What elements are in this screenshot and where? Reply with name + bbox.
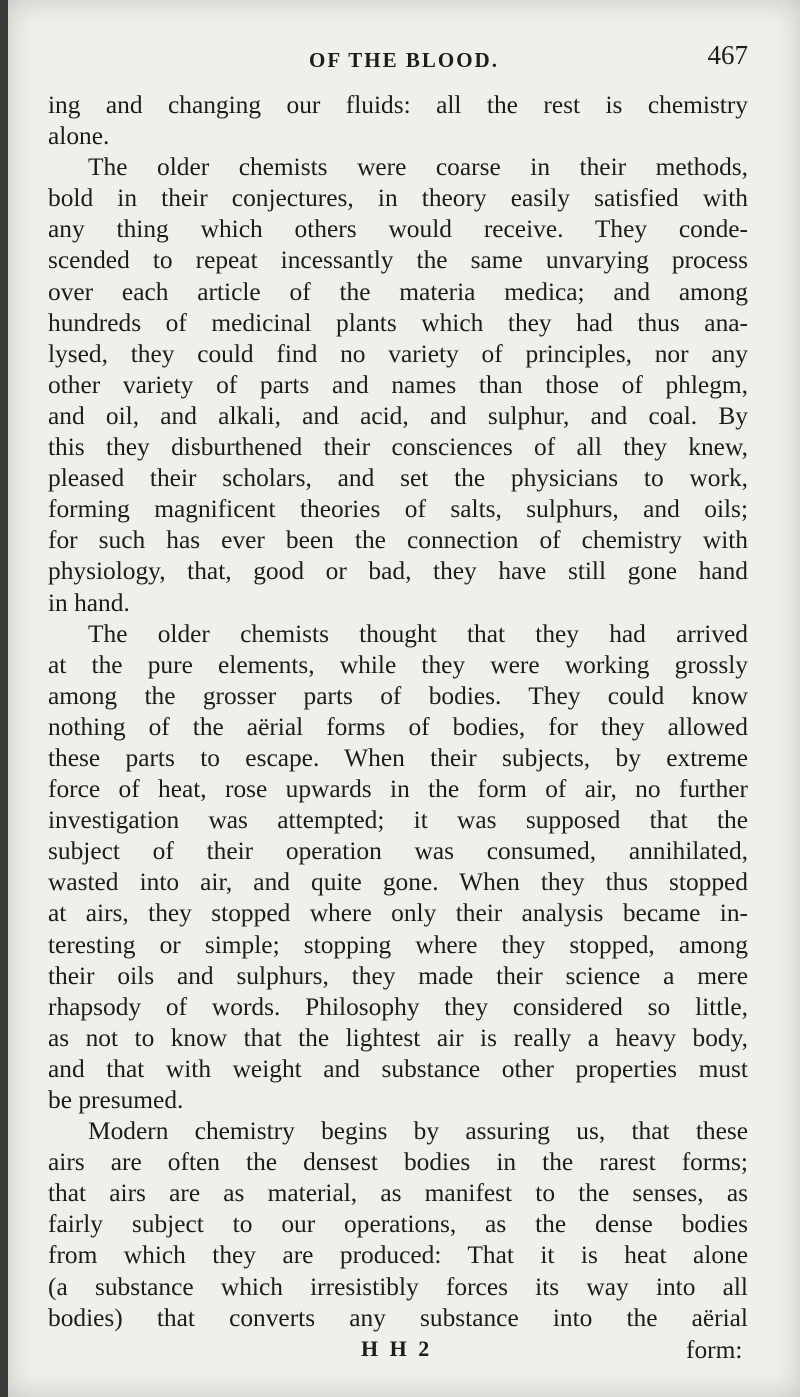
text-line: other variety of parts and names than those of phlegm, (48, 370, 748, 399)
text-line: force of heat, rose upwards in the form of air, no further (48, 775, 748, 804)
text-line: physiology, that, good or bad, they have still gone hand (48, 557, 748, 586)
signature-mark: H H 2 (361, 1336, 433, 1361)
catchword: form: (686, 1336, 743, 1364)
text-line: any thing which others would receive. They conde- (48, 215, 748, 244)
text-line: bodies) that converts any substance into the aërial (48, 1303, 748, 1332)
text-line: subject of their operation was consumed, annihilated, (48, 837, 748, 866)
text-line: nothing of the aërial forms of bodies, for they allowed (48, 712, 748, 741)
text-line: The older chemists were coarse in their methods, (88, 153, 748, 182)
text-line: for such has ever been the connection of chemistry with (48, 526, 748, 555)
text-line: and that with weight and substance other properties must (48, 1054, 748, 1083)
text-line: these parts to escape. When their subjects, by extreme (48, 743, 748, 772)
text-line: fairly subject to our operations, as the dense bodies (48, 1210, 748, 1239)
running-header: OF THE BLOOD. (309, 48, 499, 72)
text-line: in hand. (48, 588, 130, 617)
text-line: wasted into air, and quite gone. When they thus stopped (48, 868, 748, 897)
text-line: their oils and sulphurs, they made their science a mere (48, 961, 748, 990)
text-line: scended to repeat incessantly the same unvarying process (48, 246, 748, 275)
text-line: teresting or simple; stopping where they stopped, among (48, 930, 748, 959)
text-line: ing and changing our fluids: all the rest is chemistry (48, 91, 748, 119)
text-line: forming magnificent theories of salts, sulphurs, and oils; (48, 495, 748, 524)
text-line: pleased their scholars, and set the physicians to work, (48, 464, 748, 493)
text-line: (a substance which irresistibly forces its way into all (48, 1272, 748, 1301)
text-line: at airs, they stopped where only their analysis became in- (48, 899, 748, 928)
text-line: lysed, they could find no variety of principles, nor any (48, 339, 748, 368)
text-line: bold in their conjectures, in theory easily satisfied with (48, 184, 748, 213)
text-line: airs are often the densest bodies in the rarest forms; (48, 1148, 748, 1177)
text-line: rhapsody of words. Philosophy they considered so little, (48, 992, 748, 1021)
text-line: at the pure elements, while they were working grossly (48, 650, 748, 679)
text-line: this they disburthened their consciences of all they knew, (48, 433, 748, 462)
text-line: Modern chemistry begins by assuring us, that these (88, 1117, 748, 1146)
text-line: The older chemists thought that they had arrived (88, 619, 748, 648)
text-line: among the grosser parts of bodies. They could know (48, 681, 748, 710)
book-page (8, 0, 800, 1397)
text-line: and oil, and alkali, and acid, and sulphur, and coal. By (48, 401, 748, 430)
text-line: investigation was attempted; it was supposed that the (48, 806, 748, 835)
text-line: as not to know that the lightest air is really a heavy body, (48, 1023, 748, 1052)
text-line: that airs are as material, as manifest to the senses, as (48, 1179, 748, 1208)
body-text (48, 90, 748, 1334)
text-line: over each article of the materia medica; and among (48, 277, 748, 306)
text-line: alone. (48, 122, 110, 151)
page-number: 467 (707, 40, 748, 70)
text-line: be presumed. (48, 1086, 184, 1114)
text-line: from which they are produced: That it is heat alone (48, 1241, 748, 1270)
text-line: hundreds of medicinal plants which they had thus ana- (48, 308, 748, 337)
